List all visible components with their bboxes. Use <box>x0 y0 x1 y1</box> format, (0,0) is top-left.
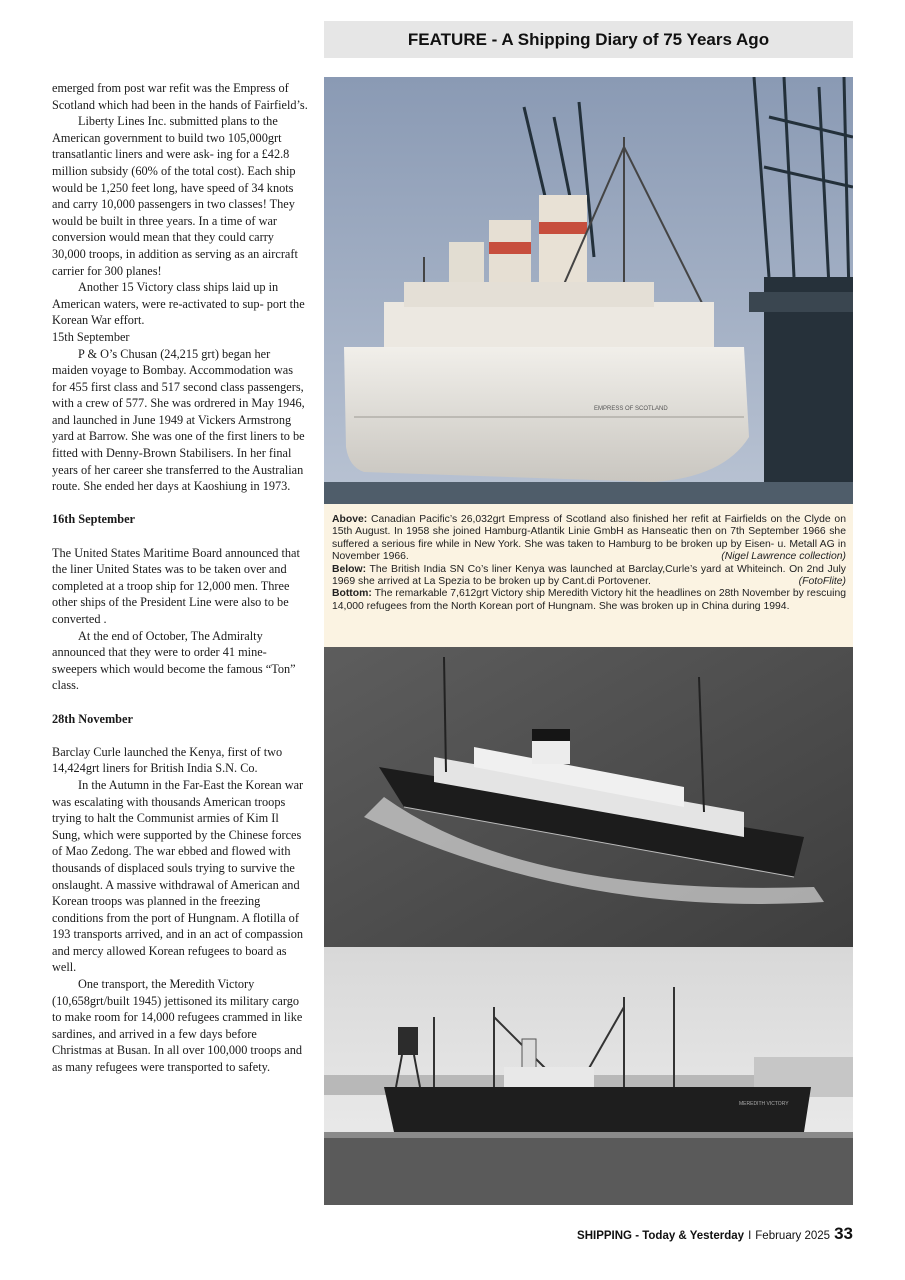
photo-meredith-victory <box>324 947 853 1205</box>
photo-caption-box <box>324 504 853 647</box>
publication-name: SHIPPING - Today & Yesterday <box>577 1230 745 1242</box>
meredith-victory-image <box>324 947 853 1205</box>
empress-of-scotland-image <box>324 77 853 504</box>
caption-label: Bottom: <box>332 588 372 600</box>
paragraph: Liberty Lines Inc. submitted plans to the American government to build two 105,000grt transatlantic liners and were ask- ing for a £42.8 million subsidy (60% of the total cost). Each ship would be 1,250 feet long, have speed of 34 knots and carry 10,000 passengers in two classes! They would be built in three years. In a time of war conversion would mean that they could carry 30,000 troops, in addition as serving as an aircraft carrier for 300 planes! <box>52 114 298 278</box>
issue-date: February 2025 <box>755 1230 831 1242</box>
paragraph: Barclay Curle launched the Kenya, first of two 14,424grt liners for British India S.N. Co. <box>52 744 283 776</box>
photo-empress-of-scotland <box>324 77 853 504</box>
photo-kenya <box>324 647 853 947</box>
page-footer <box>577 1224 853 1244</box>
paragraph: Another 15 Victory class ships laid up in American waters, were re-activated to sup- port the Korean War effort. <box>52 280 305 328</box>
date-line: 15th September <box>52 329 130 344</box>
hull-name-empress: EMPRESS OF SCOTLAND <box>594 406 668 412</box>
caption-label: Below: <box>332 563 367 575</box>
page-number: 33 <box>834 1224 853 1243</box>
footer-separator: I <box>748 1230 752 1242</box>
paragraph: At the end of October, The Admiralty announced that they were to order 41 mine- sweepers which would become the famous “Ton” class. <box>52 628 296 693</box>
kenya-image <box>324 647 853 947</box>
article-column <box>52 80 308 1076</box>
section-heading: 28th November <box>52 711 133 726</box>
paragraph: One transport, the Meredith Victory (10,658grt/built 1945) jettisoned its military cargo to make room for 14,000 refugees crammed in like sardines, and arrived in a few days before Christmas at Busan. In all over 100,000 troops and as many refugees were transported to safety. <box>52 977 303 1075</box>
feature-title: FEATURE - A Shipping Diary of 75 Years Ago <box>407 29 770 49</box>
photo-credit: (Nigel Lawrence collection) <box>721 551 846 563</box>
paragraph: P & O’s Chusan (24,215 grt) began her maiden voyage to Bombay. Accommodation was for 455 first class and 517 second class passengers, with a crew of 577. She was ordrered in May 1946, and launched in June 1949 at Vickers Armstrong yard at Barrow. She was one of the first liners to be fitted with Denny-Brown Stabilisers. In her final years of her career she transferred to the Australian route. She ended her days at Kaoshiung in 1973. <box>52 346 305 494</box>
hull-name-meredith: MEREDITH VICTORY <box>739 1101 789 1107</box>
caption-below: Below: The British India SN Co’s liner Kenya was launched at Barclay,Curle’s yard at Whiteinch. On 2nd July 1969 she arrived at La Spezia to be broken up by Cant.di Portovener. (FotoFlite) <box>332 563 847 588</box>
section-heading: 16th September <box>52 512 135 527</box>
caption-above: Above: Canadian Pacific’s 26,032grt Empress of Scotland also finished her refit at Fairfields on the Clyde on 15th August. In 1958 she joined Hamburg-Atlantik Linie GmbH as Hanseatic then on 7th September 1966 she suffered a serious fire while in New York. She was taken to Hamburg to be broken up by Eisen- u. Metall AG in November 1966. (Nigel Lawrence collection) <box>332 514 846 563</box>
caption-bottom: Bottom: The remarkable 7,612grt Victory ship Meredith Victory hit the headlines on 28th November by rescuing 14,000 refugees from the North Korean port of Hungnam. She was broken up in China during 1994. <box>332 588 846 612</box>
feature-header <box>324 21 853 58</box>
paragraph: The United States Maritime Board announced that the liner United States was to be taken over and completed at a troop ship for 12,000 men. Three other ships of the President Line were also to be converted . <box>52 545 300 626</box>
paragraph: emerged from post war refit was the Empress of Scotland which had been in the hands of Fairfield’s. <box>52 81 308 112</box>
caption-label: Above: <box>332 514 368 525</box>
paragraph: In the Autumn in the Far-East the Korean war was escalating with thousands American troops trying to halt the Communist armies of Kim Il Sung, which were supported by the Chinese forces of Mao Zedong. The war ebbed and flowed with thousands of displaced souls trying to survive the onslaught. A massive withdrawal of American and Korean troops was planned in the freezing conditions from the port of Hungnam. A flotilla of 193 transports arrived, and in an act of compassion and mercy allowed Korean refugees to board as well. <box>52 777 304 975</box>
photo-credit: (FotoFlite) <box>798 576 846 588</box>
